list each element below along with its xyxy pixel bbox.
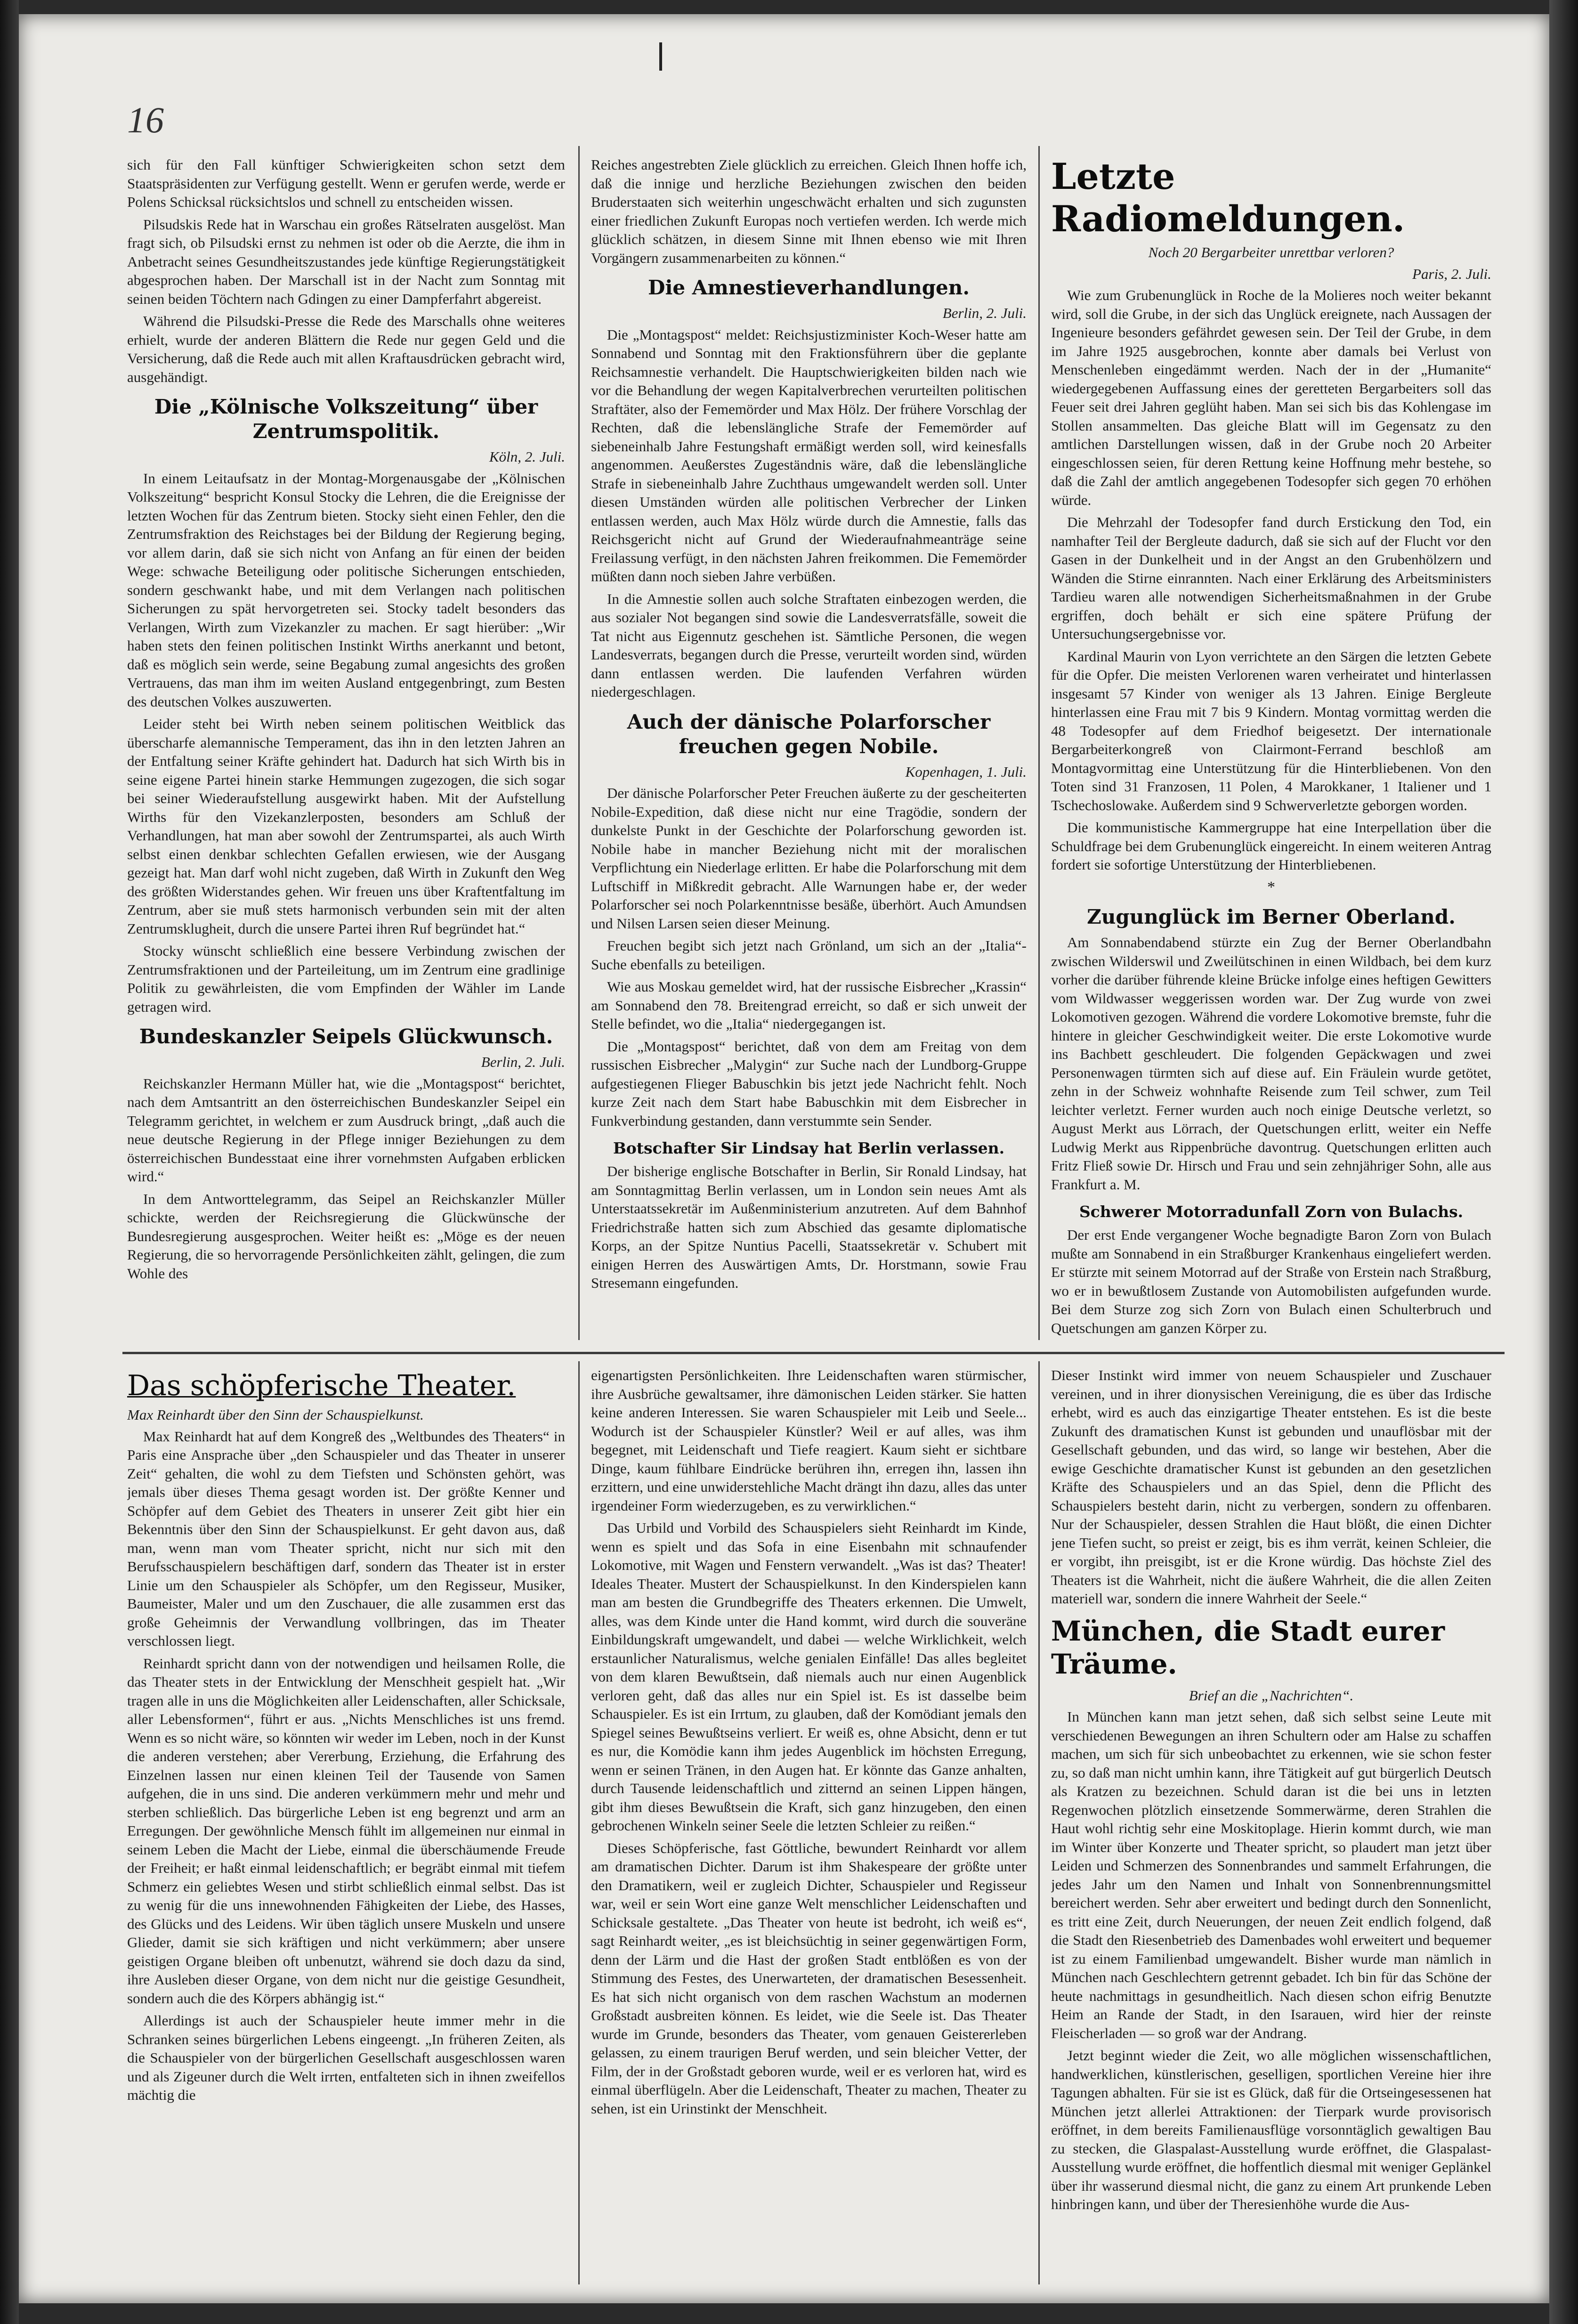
article-paragraph: Dieses Schöpferische, fast Göttliche, bewundert Reinhardt vor allem am dramatischen Dichter. Darum ist ihm Shakespeare der größte unter den Dramatikern, weil er zugleich Dichter, Schauspieler und Regisseur war, weil er sein Wort eine ganze Welt menschlicher Leidenschaften und Schicksale gestaltete. „Das Theater von heute ist bedroht, ich weiß es“, sagt Reinhardt weiter, „es ist bleichsüchtig in seiner gegenwärtigen Form, denn der Lärm und die Hast der großen Stadt entblößen es von der Stimmung des Festes, des Unerwarteten, der dramatischen Besessenheit. Es hat sich nicht organisch von dem raschen Wachstum an modernen Großstadt ausbreiten können. Es leidet, wie die Seele ist. Das Theater wurde im Grunde, besonders das Theater, vom genauen Geistererleben gelassen, zu einem traurigen Beruf werden, und sein bleicher Vetter, der Film, der in der Großstadt geboren wurde, weil er es verloren hat, wird es einmal überflügeln. Aber die Leidenschaft, Theater zu machen, Theater zu sehen, ist ein Urinstinkt der Menschheit. [591,1839,1027,2117]
article-paragraph: Am Sonnabendabend stürzte ein Zug der Berner Oberlandbahn zwischen Wilderswil und Zweilütschinen in einen Wildbach, bei dem kurz vorher die darüber führende kleine Brücke infolge eines heftigen Gewitters vom Wildwasser weggerissen worden war. Der Zug wurde von zwei Lokomotiven gezogen. Während die vordere Lokomotive bremste, fuhr die hintere in gleicher Geschwindigkeit weiter. Die erste Lokomotive wurde ins Bachbett geschleudert. Die folgenden Gepäckwagen und zwei Personenwagen türmten sich auf diese auf. Ein Fräulein wurde getötet, zehn in der Schweiz wohnhafte Reisende zum Teil schwer, zum Teil leichter verletzt. Ferner wurden auch noch einige Deutsche verletzt, so August Merkt aus Lörrach, der Quetschungen erlitt, weiter ein Neffe Ludwig Merkt aus Rippenbrüche davontrug. Quetschungen erlitten auch Fritz Fließ sowie Dr. Hirsch und Frau und sein zehnjähriger Sohn, alle aus Frankfurt a. M. [1051,934,1491,1193]
headline-muenchen: München, die Stadt eurer Träume. [1051,1615,1445,1680]
subheadline: Max Reinhardt über den Sinn der Schauspielkunst. [127,1406,424,1423]
column-1 [127,155,565,1342]
newspaper-page [19,14,1549,2303]
headline-seipel: Bundeskanzler Seipels Glückwunsch. [139,1025,553,1048]
column-rule [578,1361,580,2284]
article-paragraph: Pilsudskis Rede hat in Warschau ein großes Rätselraten ausgelöst. Man fragt sich, ob Pilsudski ernst zu nehmen ist oder ob die Aerzte, die ihm in Anbetracht seines Gesundheitszustandes jede künftige Regierungstätigkeit abgesprochen haben. Der Marschall ist in der Nacht zum Sonntag mit seinen beiden Töchtern nach Gdingen zu einer Dampferfahrt abgereist. [127,216,565,307]
article-paragraph: eigenartigsten Persönlichkeiten. Ihre Leidenschaften waren stürmischer, ihre Ausbrüche gewaltsamer, ihre dämonischen Leiden stärker. Sie hatten keine anderen Interessen. Sie waren Schauspieler mit Leib und Seele... Wodurch ist der Schauspieler Künstler? Weil er auf alles, was ihm begegnet, mit Leidenschaft und Tiefe reagiert. Kaum sieht er sichtbare Dinge, kaum fühlbare Eindrücke berühren ihn, erregen ihn, lassen ihn erzittern, und eine unwiderstehliche Macht drängt ihn dazu, alles das unter irgendeiner Form wiederzugeben, es zu verwirklichen.“ [591,1367,1027,1514]
article-paragraph: In München kann man jetzt sehen, daß sich selbst seine Leute mit verschiedenen Bewegungen an ihren Schultern oder am Halse zu schaffen machen, um sich für sich unbeobachtet zu erkennen, wie sie schon fester zu, so daß man nicht umhin kann, ihre Tätigkeit auf gut bürgerlich Deutsch als Kratzen zu bezeichnen. Schuld daran ist die bei uns in letzten Regenwochen plötzlich einsetzende Sommerwärme, deren Strahlen die Haut wohl richtig sehr eine Moskitoplage. Hierin kommt durch, wie man im Winter über Konzerte und Theater spricht, so plaudert man jetzt über Leiden und Schmerzen des Sonnenbrandes und sammelt Erfahrungen, die jedes Jahr um den Namen und Inhalt von Sonnenbrennungsmittel bereichert werden. Sehr aber erweitert und bedingt durch den Sonnenlicht, es tritt eine Zeit, durch Neuerungen, der neuen Zeit endlich folgend, daß die Stadt den Riesenbetrieb des Damenbades wohl erweitert und bequemer ist zu einem Familienbad umgewandelt. Bisher wurde man nämlich in München nach Geschlechtern getrennt gebadet. Ich bin für das Schöne der heute nachmittags in gesundheitlich. Nach diesen schon eifrig Benutzte Heim an Rande der Stadt, in den Isarauen, wird hier der reinste Fleischerladen — so groß war der Andrang. [1051,1708,1491,2041]
lower-column-3 [1051,1366,1491,2284]
fold-mark [659,42,662,71]
column-rule [1038,146,1040,1340]
article-paragraph: In dem Antworttelegramm, das Seipel an Reichskanzler Müller schickte, werden der Reichsregierung die Glückwünsche der Bundesregierung ausgesprochen. Weiter heißt es: „Möge es der neuen Regierung, die so hervorragende Persönlichkeiten zählt, gelingen, die zum Wohle des [127,1190,565,1282]
article-paragraph: Kardinal Maurin von Lyon verrichtete an den Särgen die letzten Gebete für die Opfer. Die meisten Verlorenen waren verheiratet und hinterlassen insgesamt 57 Kinder von weniger als 13 Jahren. Einige Bergleute hinterlassen eine Frau mit 7 bis 9 Kindern. Montag vormittag werden die 48 Todesopfer auf dem Friedhof beigesetzt. Der internationale Bergarbeiterkongreß von Clairmont-Ferrand beschloß am Montagvormittag eine Unterstützung für die Hinterbliebenen. Von den Toten sind 31 Franzosen, 11 Polen, 4 Marokkaner, 1 Italiener und 1 Tschechoslowake. Außerdem sind 9 Schwerverletzte geborgen worden. [1051,648,1491,813]
dateline: Paris, 2. Juli. [1412,265,1491,282]
subheadline: Noch 20 Bergarbeiter unrettbar verloren? [1148,244,1394,260]
dateline: Berlin, 2. Juli. [481,1054,565,1070]
dateline: Berlin, 2. Juli. [942,305,1027,321]
article-paragraph: Wie aus Moskau gemeldet wird, hat der russische Eisbrecher „Krassin“ am Sonnabend den 78. Breitengrad erreicht, so daß er sich unweit der Stelle befindet, wo die „Italia“ niedergegangen ist. [591,978,1027,1032]
article-paragraph: Die „Montagspost“ meldet: Reichsjustizminister Koch-Weser hatte am Sonnabend und Sonntag mit den Fraktionsführern über die geplante Reichsamnestie verhandelt. Die Hauptschwierigkeiten bilden nach wie vor die Behandlung der wegen Kapitalverbrechen verurteilten politischen Straftäter, also der Fememörder und Max Hölz. Der frühere Vorschlag der Rechten, daß die lebenslängliche Strafe der Fememörder auf siebeneinhalb Jahre Festungshaft ermäßigt werden soll, wird keinesfalls angenommen. Aeußerstes Zugeständnis wäre, daß die lebenslängliche Strafe in siebeneinhalb Jahre Zuchthaus umgewandelt werden soll. Unter diesen Umständen würden alle politischen Verbrecher der Linken entlassen werden, auch Max Hölz würde durch die Amnestie, falls das Reichsgericht nicht auf Grund der Wiederaufnahmeanträge seine Freilassung verfügt, in den nächsten Jahren freikommen. Die Fememörder müßten dann noch sieben Jahre verbüßen. [591,326,1027,585]
article-paragraph: Reichskanzler Hermann Müller hat, wie die „Montagspost“ berichtet, nach dem Amtsantritt an den österreichischen Bundeskanzler Seipel ein Telegramm gerichtet, in welchem er zum Ausdruck bringt, „daß auch die neue deutsche Regierung in der Pflege inniger Beziehungen zu dem österreichischen Bundesstaat eine ihrer vornehmsten Aufgaben erblicken wird.“ [127,1075,565,1185]
article-paragraph: Die kommunistische Kammergruppe hat eine Interpellation über die Schuldfrage bei dem Grubenunglück eingereicht. In einem weiteren Antrag fordert sie sofortige Unterstützung der Hinterbliebenen. [1051,819,1491,873]
scan-edge-left [0,0,19,2324]
column-3 [1051,155,1491,1342]
dateline: Kopenhagen, 1. Juli. [905,763,1027,780]
article-paragraph: Leider steht bei Wirth neben seinem politischen Weitblick das überscharfe alemannische Temperament, das ihn in den letzten Jahren an der Entfaltung seiner Kräfte gehindert hat. Dadurch hat sich Wirth bis in seine eigene Partei hinein starke Hemmungen zugezogen, die sich sogar bei seiner Wiederaufstellung ausgewirkt haben. Mit der Aufstellung Wirths für den Vizekanzlerposten, besonders am Schluß der Verhandlungen, hat man aber sowohl der Zentrumspartei, als auch Wirth selbst einen denkbar schlechten Gefallen erwiesen, wie der Ausgang gezeigt hat. Man darf wohl nicht zugeben, daß Wirth in Zukunft den Weg des größten Widerstandes gehen. Wir freuen uns über Kraftentfaltung im Zentrum, aber sie muß stets harmonisch verbunden sein mit der alten Zentrumsklugheit, durch die unsere Partei ihren Ruf begründet hat.“ [127,715,565,937]
article-paragraph: Reinhardt spricht dann von der notwendigen und heilsamen Rolle, die das Theater stets in der Entwicklung der Menschheit gespielt hat. „Wir tragen alle in uns die Möglichkeiten aller Leidenschaften, aller Schicksale, aller Lebensformen“, führt er aus. „Nichts Menschliches ist uns fremd. Wenn es so nicht wäre, so könnten wir weder im Leben, noch in der Kunst die anderen verstehen; aber Vererbung, Erziehung, die Erfahrung des Einzelnen lassen nur einen kleinen Teil der Tausende von Samen aufgehen, die in uns sind. Die anderen verkümmern mehr und mehr und sterben schließlich. Das bürgerliche Leben ist eng begrenzt und arm an Erregungen. Der gewöhnliche Mensch fühlt im allgemeinen nur einmal in seinem Leben die Macht der Liebe, einmal die überschäumende Freude der Freiheit; er haßt einmal leidenschaftlich; er begräbt einmal mit tiefem Schmerz ein geliebtes Wesen und stirbt schließlich einmal selbst. Das ist zu wenig für die uns innewohnenden Fähigkeiten der Liebe, des Hasses, des Glücks und des Leidens. Wir üben täglich unsere Muskeln und unsere Glieder, damit sie sich kräftigen und nicht verkümmern; aber unsere geistigen Organe bleiben oft unbenutzt, während sie doch dazu da sind, ihre Ausleben dieser Organe, von dem nicht nur die geistige Gesundheit, sondern auch die des Körpers abhängig ist.“ [127,1655,565,2007]
article-paragraph: Stocky wünscht schließlich eine bessere Verbindung zwischen der Zentrumsfraktionen und der Parteileitung, um im Zentrum eine gradlinige Politik zu gewährleisten, die vom Empfinden der Wähler im Lande getragen wird. [127,943,565,1015]
article-paragraph: Allerdings ist auch der Schauspieler heute immer mehr in die Schranken seines bürgerlichen Lebens eingeengt. „In früheren Zeiten, als die Schauspieler von der bürgerlichen Gesellschaft ausgeschlossen waren und als Zigeuner durch die Welt irrten, entfalteten sich in ihnen zweifellos mächtig die [127,2012,565,2103]
article-paragraph: Dieser Instinkt wird immer von neuem Schauspieler und Zuschauer vereinen, und in ihrer dionysischen Vereinigung, die es über das Irdische erhebt, wird es auch das einzigartige Theater entstehen. Es ist die beste Zukunft des dramatischen Kunst ist gebunden und unauflösbar mit der Gesellschaft gebunden, und das wird, so lange wir bestehen, Aber die ewige Geschichte dramatischer Kunst ist gebunden an den gesetzlichen Kräfte des Schauspielers und an das Spiel, denn die Pflicht des Schauspielers besteht darin, nicht zu verbergen, sondern zu offenbaren. Nur der Schauspieler, dessen Strahlen die Haut blößt, die einen Dichter jene Tiefen sucht, so preist er zeigt, bis es ihm verrät, keinen Schleier, die er vorgibt, ihn preisgibt, ist er die Krone würdig. Das höchste Ziel des Theaters ist die Wahrheit, nicht die äußere Wahrheit, die die allen Zeiten materiell war, sondern die innere Wahrheit der Seele.“ [1051,1367,1491,1607]
article-paragraph: Die „Montagspost“ berichtet, daß von dem am Freitag von dem russischen Eisbrecher „Malygin“ zur Suche nach der Lundborg-Gruppe aufgestiegenen Flieger Babuschkin bis jetzt jede Nachricht fehlt. Noch kurze Zeit nach dem Start habe Babuschkin mit dem Eisbrecher in Funkverbindung gestanden, dann verstummte sein Sender. [591,1038,1027,1129]
column-rule [1038,1361,1040,2284]
article-paragraph: Der erst Ende vergangener Woche begnadigte Baron Zorn von Bulach mußte am Sonnabend in ein Straßburger Krankenhaus eingeliefert werden. Er stürzte mit seinem Motorrad auf der Straße von Erstein nach Straßburg, wo er in bewußtlosem Zustande von Automobilisten aufgefunden wurde. Bei dem Sturze zog sich Zorn von Bulach einen Schulterbruch und Quetschungen am ganzen Körper zu. [1051,1227,1491,1336]
article-paragraph: Während die Pilsudski-Presse die Rede des Marschalls ohne weiteres erhielt, wurde der anderen Blättern die Rede nur gegen Geld und die Versicherung, daß die Rede auch mit allen Kraftausdrücken gebracht wird, ausgehändigt. [127,313,565,385]
article-paragraph: Freuchen begibt sich jetzt nach Grönland, um sich an der „Italia“-Suche ebenfalls zu beteiligen. [591,937,1027,973]
headline-motorradunfall: Schwerer Motorradunfall Zorn von Bulachs. [1079,1203,1464,1221]
article-paragraph: Reiches angestrebten Ziele glücklich zu erreichen. Gleich Ihnen hoffe ich, daß die innige und herzliche Beziehungen zwischen den beiden Bruderstaaten sich weiterhin ungeschwächt erhalten und sich zugunsten einer friedlichen Zukunft Europas noch vertiefen werden. Ich werde mich glücklich schätzen, in diesem Sinne mit Ihnen ebenso wie mit Ihren Vorgängern zusammenarbeiten zu können.“ [591,156,1027,266]
headline-theater: Das schöpferische Theater. [127,1369,516,1402]
lower-column-2 [591,1366,1027,2284]
article-paragraph: Wie zum Grubenunglück in Roche de la Molieres noch weiter bekannt wird, soll die Grube, in der sich das Unglück ereignete, nach Aussagen der Ingenieure besonders gefährdet gewesen sein. Der Teil der Grube, in dem im Jahre 1925 ausgebrochen, konnte aber damals bei Verlust von Menschenleben eingedämmt werden. Nach der in der „Humanite“ wiedergegebenen Auffassung eines der geretteten Bergarbeiters soll das Feuer seit drei Jahren geglüht haben. Man sei sich bis das Kohlengase im Stollen ansammelten. Das gleiche Blatt will im Gegensatz zu den amtlichen Darstellungen wissen, daß in der Grube noch 20 Arbeiter eingeschlossen seien, für deren Rettung keine Hoffnung mehr bestehe, so daß die Zahl der amtlich angegebenen Todesopfer sich gegen 70 erhöhen würde. [1051,287,1491,508]
article-paragraph: Max Reinhardt hat auf dem Kongreß des „Weltbundes des Theaters“ in Paris eine Ansprache über „den Schauspieler und das Theater in unserer Zeit“ gehalten, die wohl zu dem Tiefsten und Schönsten gehört, was jemals über dieses Thema gesagt worden ist. Der größte Kenner und Schöpfer auf dem Gebiet des Theaters in unserer Zeit gibt hier ein Bekenntnis über den Sinn der Schauspielkunst. Er geht davon aus, daß man, wenn man vom Theater spricht, nicht nur sich mit den Berufsschauspielern beschäftigen darf, sondern das Theater ist in erster Linie um den Schauspieler als Schöpfer, um den Regisseur, Musiker, Baumeister, Maler und um den Zuschauer, die alle zusammen erst das große Geheimnis der Verwandlung vollbringen, das im Theater verschlossen liegt. [127,1428,565,1649]
headline-zugunglueck: Zugunglück im Berner Oberland. [1087,905,1456,928]
headline-lindsay: Botschafter Sir Lindsay hat Berlin verlassen. [613,1139,1005,1157]
lower-column-1 [127,1366,565,2284]
headline-polarforscher: Auch der dänische Polarforscher freuchen gegen Nobile. [627,710,991,758]
dateline: Köln, 2. Juli. [489,448,565,465]
article-paragraph: Das Urbild und Vorbild des Schauspielers sieht Reinhardt im Kinde, wenn es spielt und das Sofa in eine Eisenbahn mit schnaufender Lokomotive, mit Wagen und Fenstern verwandelt. „Was ist das? Theater! Ideales Theater. Mustert der Schauspielkunst. In den Kinderspielen kann man am besten die Grundbegriffe des Theaters erkennen. Die Umwelt, alles, was dem Kinde unter die Hand kommt, wird durch die souveräne Einbildungskraft umgewandelt, und dabei — welche Wirklichkeit, welch erstaunlicher Naturalismus, welche genialen Einfälle! Das alles begleitet von dem klaren Bewußtsein, daß niemals auch nur einen Augenblick verloren geht, daß das alles nur ein Spiel ist. Es ist dasselbe beim Schauspieler. Es ist ein Irrtum, zu glauben, daß der Komödiant jemals den Spiegel seines Bewußtseins verliert. Er weiß es, ohne Absicht, denn er tut es nur, die Komödie kann ihm jedes Augenblick im höchsten Erregung, wenn er seinen Tränen, in den Augen hat. Er könnte das Ganze anhalten, durch Tausende leidenschaftlich und zitternd an seinen Lippen hängen, gibt ihm dieses Bewußtsein die Kraft, sich ganz hinzugeben, den einen gebrochenen Winkeln seiner Seele die letzten Schleier zu reißen.“ [591,1520,1027,1834]
section-rule [122,1352,1505,1354]
headline-amnestie: Die Amnestieverhandlungen. [648,276,970,299]
article-paragraph: sich für den Fall künftiger Schwierigkeiten schon setzt dem Staatspräsidenten zur Verfügung gestellt. Wenn er gerufen werde, werde er Polens Schicksal rücksichtslos und schnell zu entscheiden wissen. [127,156,565,210]
article-paragraph: Der dänische Polarforscher Peter Freuchen äußerte zu der gescheiterten Nobile-Expedition, daß diese nicht nur eine Tragödie, sondern der dunkelste Punkt in der Geschichte der Polarforschung geworden ist. Nobile habe in mancher Beziehung nicht mit der moralischen Verpflichtung ein Niederlage erlitten. Er habe die Polarforschung mit dem Luftschiff in Mißkredit gebracht. Alle Warnungen habe er, der weder Polarforscher sei noch Polarkenntnisse besäße, überhört. Auch Amundsen und Nilsen Larsen seien dieser Meinung. [591,785,1027,932]
scan-edge-right [1549,0,1578,2324]
column-rule [578,146,580,1340]
headline-radiomeldungen: Letzte Radiomeldungen. [1051,155,1405,240]
article-paragraph: Jetzt beginnt wieder die Zeit, wo alle möglichen wissenschaftlichen, handwerklichen, künstlerischen, geselligen, sportlichen Vereine hier ihre Tagungen abhalten. Für sie ist es Glück, daß für die Ortseingesessenen hat München jetzt allerlei Attraktionen: der Tierpark wurde provisorisch eröffnet, in dem bereits Familienausflüge vorsonntäglich gewaltigen Bau zu stecken, die Glaspalast-Ausstellung wurde eröffnet, die Glaspalast-Ausstellung wurde eröffnet, die hoffentlich diesmal mit weniger Geplänkel über ihr wasserund diesmal nicht, die ganz zu einem Art prunkende Leben hinbringen kann, und über der Theresienhöhe wurde die Aus- [1051,2047,1491,2212]
column-2 [591,155,1027,1342]
article-paragraph: In die Amnestie sollen auch solche Straftaten einbezogen werden, die aus sozialer Not begangen sind sowie die Landesverratsfälle, soweit die Tat nicht aus Eigennutz geschehen ist. Sämtliche Personen, die wegen Landesverrats, begangen durch die Presse, verurteilt worden sind, würden dann entlassen werden. Die laufenden Verfahren würden niedergeschlagen. [591,590,1027,700]
article-paragraph: In einem Leitaufsatz in der Montag-Morgenausgabe der „Kölnischen Volkszeitung“ bespricht Konsul Stocky die Lehren, die die Ereignisse der letzten Wochen für das Zentrum bieten. Stocky sieht einen Fehler, den die Zentrumsfraktion des Reichstages bei der Bildung der Regierung beging, vor allem darin, daß sie sich nicht von Anfang an für einen der beiden Wege: schwache Beteiligung oder politische Sicherungen entschieden, sondern geschwankt habe, und mit dem Verlangen nach politischen Sicherungen zu spät hervorgetreten sei. Stocky tadelt besonders das Verlangen, Wirth zum Vizekanzler zu machen. Er sagt hierüber: „Wir haben stets den feinen politischen Instinkt Wirths anerkannt und betont, daß es möglich sein werde, seine Begabung zumal angesichts des großen Vertrauens, das man ihm im weiten Ausland entgegenbringt, zum Besten des deutschen Volkes auszuwerten. [127,470,565,710]
article-paragraph: Die Mehrzahl der Todesopfer fand durch Erstickung den Tod, ein namhafter Teil der Bergleute dadurch, daß sie sich auf der Flucht vor den Gasen in der Dunkelheit und in der Angst an den Grubenhölzern und Wänden die Stirne einrannten. Nach einer Erklärung des Arbeitsministers Tardieu waren alle notwendigen Sicherheitsmaßnahmen in der Grube ergriffen, doch behält er sich eine spätere Prüfung der Untersuchungsergebnisse vor. [1051,514,1491,642]
headline-koelnische: Die „Kölnische Volkszeitung“ über Zentrumspolitik. [154,395,538,443]
section-separator: * [1267,878,1275,896]
subheadline: Brief an die „Nachrichten“. [1189,1687,1354,1704]
page-number: 16 [127,99,164,140]
article-paragraph: Der bisherige englische Botschafter in Berlin, Sir Ronald Lindsay, hat am Sonntagmittag Berlin verlassen, um in London sein neues Amt als Unterstaatssekretär im Außenministerium anzutreten. Auf dem Bahnhof Friedrichstraße hatten sich zum Abschied das gesamte diplomatische Korps, an der Spitze Nuntius Pacelli, Staatssekretär v. Schubert mit einigen Herren des Auswärtigen Amts, Dr. Horstmann, sowie Frau Stresemann eingefunden. [591,1163,1027,1291]
